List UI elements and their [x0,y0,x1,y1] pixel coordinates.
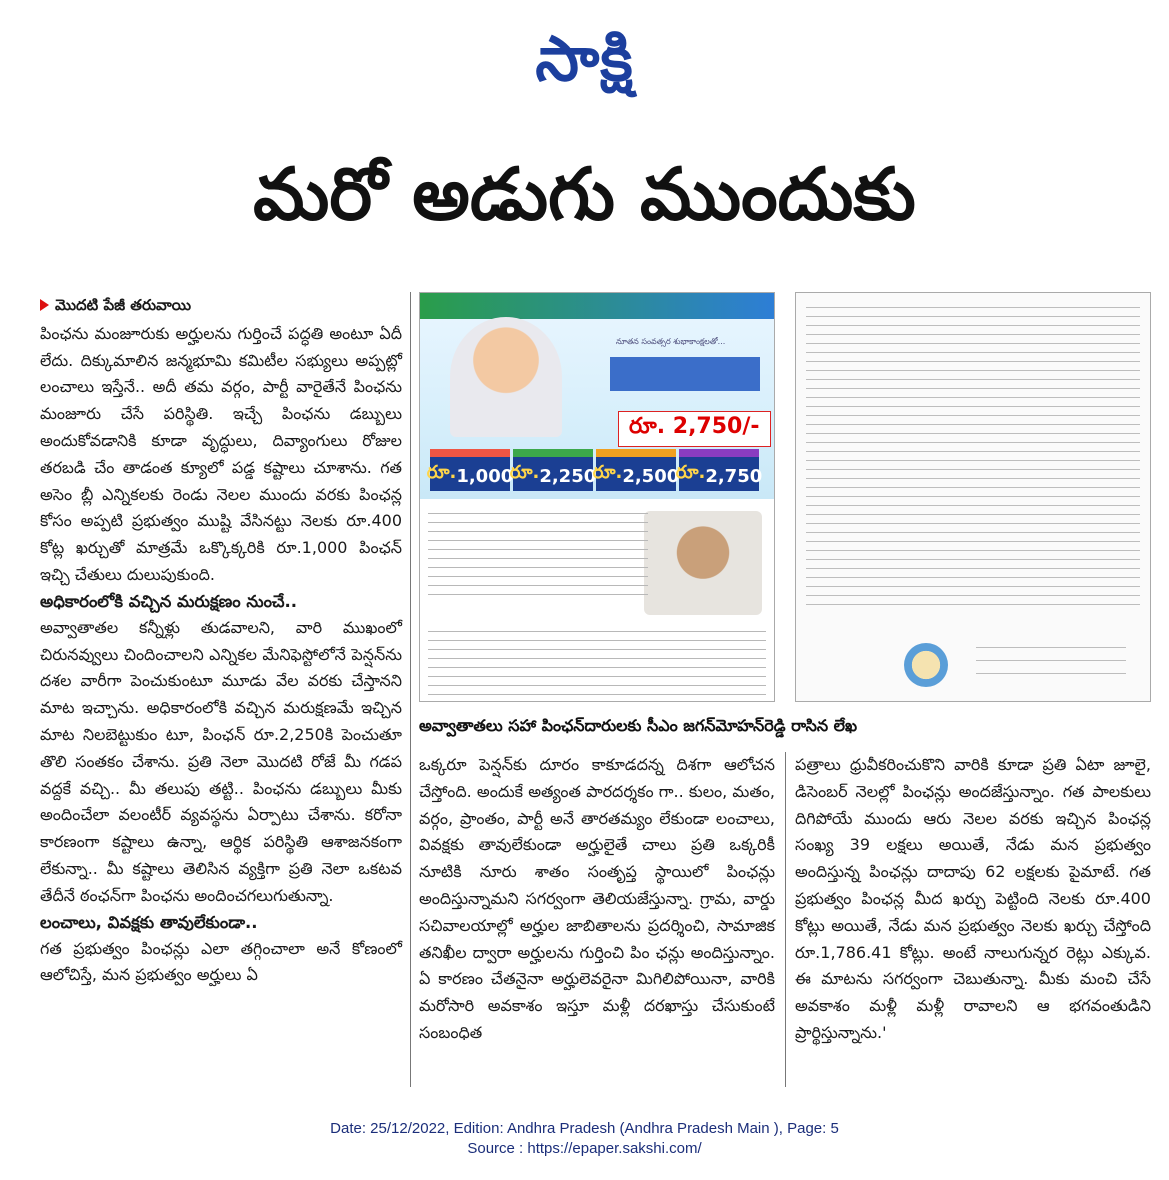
image-caption: అవ్వాతాతలు సహా పింఛన్‌దారులకు సీఎం జగన్‌మోహన్‌రెడ్డి రాసిన లేఖ [419,716,858,735]
fine-print [428,623,766,702]
column-divider [785,752,786,1087]
kicker-text: మొదటి పేజీ తరువాయి [55,296,192,314]
subheading: లంచాలు, వివక్షకు తావులేకుండా.. [40,912,258,932]
emblem-icon [904,643,948,687]
right-column [795,752,1151,1047]
middle-column [419,752,775,1047]
paragraph: పత్రాలు ధ్రువీకరించుకొని వారికి కూడా ప్రతి ఏటా జూలై, డిసెంబర్ నెలల్లో పింఛన్లు అందజేస్తున్నాం. గత పాలకులు దిగిపోయే ముందు ఆరు నెలల వరకు ఇచ్చిన పింఛన్ల సంఖ్య 39 లక్షలు అయితే, నేడు మన ప్రభుత్వం అందిస్తున్న పింఛన్లు దాదాపు 62 లక్షలకు పైమాటే. గత ప్రభుత్వం పింఛన్ల మీద ఖర్చు పెట్టింది నెలకు రూ.400 కోట్లు అయితే, నేడు మన ప్రభుత్వం నెలకు ఖర్చు చేస్తోంది రూ.1,786.41 కోట్లు. అంటే నాలుగున్నర రెట్లు ఎక్కువ. ఈ మాటను సగర్వంగా చెబుతున్నా. మీకు మంచి చేసే అవకాశం మళ్లీ మళ్లీ రావాలని ఆ భగవంతుడిని ప్రార్థిస్తున్నాను.' [795,755,1151,1042]
ad-tagline: నూతన సంవత్సర శుభాకాంక్షలతో... [616,337,726,346]
masthead-title: సాక్షి [535,22,634,95]
masthead-logo [0,22,1169,110]
paragraph: పింఛను మంజూరుకు అర్హులను గుర్తించే పద్ధతి అంటూ ఏదీ లేదు. దిక్కుమాలిన జన్మభూమి కమిటీల సభ్యులు అప్పట్లో లంచాలు ఇస్తేనే.. అదీ తమ వర్గం, పార్టీ వారైతేనే పింఛను మంజూరు చేసే పరిస్థితి. ఇచ్చే పింఛను డబ్బులు అందుకోవడానికి కూడా వృద్ధులు, దివ్యాంగులు రోజుల తరబడి చేం తాడంత క్యూలో పడ్డ కష్టాలు చూశాను. గత అసెం బ్లీ ఎన్నికలకు రెండు నెలల ముందు వరకు పింఛన్ల కోసం అప్పటి ప్రభుత్వం ముష్టి వేసినట్టు నెలకు రూ.400 కోట్ల ఖర్చుతో మాత్రమే ఒక్కొక్కరికి రూ.1,000 పింఛన్ ఇచ్చి చేతులు దులుపుకుంది. [40,323,402,584]
footer-date-edition: Date: 25/12/2022, Edition: Andhra Pradesh (Andhra Pradesh Main ), Page: 5 [330,1120,839,1137]
ad-step-box: రూ. 2,250 [513,449,593,491]
signature [976,635,1126,687]
elder-photo [644,511,762,615]
column-divider [410,292,411,1087]
left-column [40,292,402,989]
ad-step-boxes [426,449,763,491]
advertisement-image [419,292,775,702]
ad-step-box: రూ. 1,000 [430,449,510,491]
ad-amount: రూ. 2,750/- [618,411,771,447]
headline [28,152,1141,254]
kicker [40,292,402,319]
ad-color-band [420,293,774,319]
subheading: అధికారంలోకి వచ్చిన మరుక్షణం నుంచే.. [40,591,298,611]
paragraph: ఒక్కరూ పెన్షన్‌కు దూరం కాకూడదన్న దిశగా ఆలోచన చేస్తోంది. అందుకే అత్యంత పారదర్శకం గా.. కులం, మతం, వర్గం, ప్రాంతం, పార్టీ అనే తారతమ్యం లేకుండా లంచాలు, వివక్షకు తావులేకుండా అర్హులైతే చాలు ప్రతి ఒక్కరికీ నూటికి నూరు శాతం సంతృప్త స్థాయిలో పింఛన్లు అందిస్తున్నామని సగర్వంగా తెలియజేస్తున్నా. గ్రామ, వార్డు సచివాలయాల్లో అర్హుల జాబితాలను ప్రదర్శించి, సామాజిక తనిఖీల ద్వారా అర్హులను గుర్తించి పిం ఛన్లు అందిస్తున్నాం. ఏ కారణం చేతనైనా అర్హులెవరైనా మిగిలిపోయినా, వారికి మరోసారి అవకాశం ఇస్తూ మళ్లీ దరఖాస్తు చేసుకుంటే సంబంధిత [419,755,775,1042]
ad-banner [420,293,774,499]
ad-step-box: రూ. 2,750 [679,449,759,491]
footer-source: Source : https://epaper.sakshi.com/ [467,1140,702,1157]
ad-title-block [610,357,760,391]
paragraph: అవ్వాతాతల కన్నీళ్లు తుడవాలని, వారి ముఖంలో చిరునవ్వులు చిందించాలని ఎన్నికల మేనిఫెస్టోలోనే పెన్షన్‌ను దశల వారీగా పెంచుకుంటూ మూడు వేల వరకు చేస్తానని మాట ఇచ్చాను. అధికారంలోకి వచ్చిన మరుక్షణమే ఇచ్చిన మాట నిలబెట్టుకుం టూ, పింఛన్ రూ.2,250కి పెంచుతూ తొలి సంతకం చేశాను. ప్రతి నెలా మొదటి రోజే మీ గడప వద్దకే వచ్చి.. మీ తలుపు తట్టి.. పింఛను డబ్బులు మీకు అందించేలా వలంటీర్ వ్యవస్థను ఏర్పాటు చేశాను. కరోనా కారణంగా కష్టాలు ఉన్నా, ఆర్థిక పరిస్థితి ఆశాజనకంగా లేకున్నా.. మీ కష్టాలు తెలిసిన వ్యక్తిగా ప్రతి నెలా ఒకటవ తేదీనే ఠంఛన్‌గా పింఛను అందించగలుగుతున్నా. [40,617,402,905]
headline-text: మరో అడుగు ముందుకు [253,152,916,236]
ad-letter-body [428,505,766,693]
portrait-photo [450,317,562,437]
fine-print [806,307,1140,637]
arrow-icon [40,299,49,311]
paragraph: గత ప్రభుత్వం పింఛన్లు ఎలా తగ్గించాలా అనే కోణంలో ఆలోచిస్తే, మన ప్రభుత్వం అర్హులు ఏ [40,938,402,985]
letter-image [795,292,1151,702]
ad-step-box: రూ. 2,500 [596,449,676,491]
